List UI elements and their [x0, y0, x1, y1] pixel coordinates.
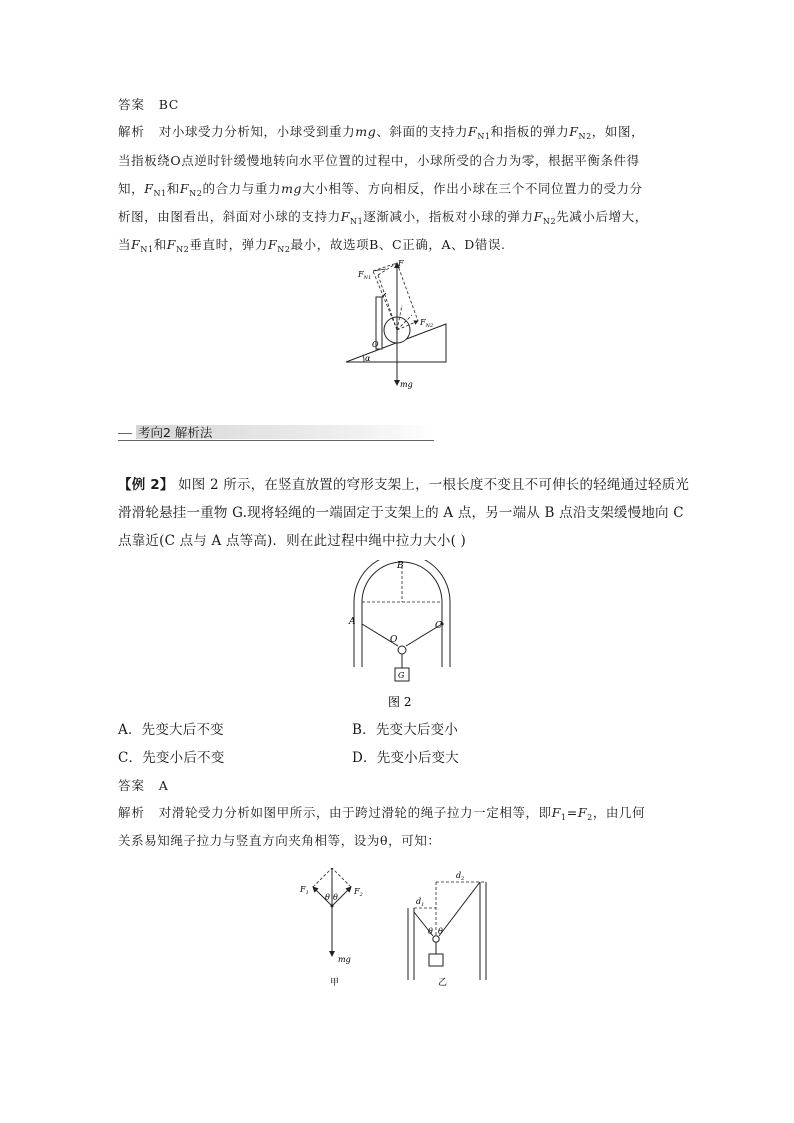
example-2-line-2: 滑滑轮悬挂一重物 G.现将轻绳的一端固定于支架上的 A 点，另一端从 B 点沿支架缓慢地向 C	[118, 505, 684, 521]
text: 的合力与重力	[202, 181, 282, 196]
label-o: O	[390, 635, 398, 645]
text: 先减小后增大，	[556, 209, 648, 224]
figure-caption: 图 2	[388, 695, 412, 709]
answer-label: 答案	[118, 97, 146, 112]
example-2-line-1	[118, 477, 689, 493]
option-a: A．先变大后不变	[118, 722, 224, 738]
text: 对小球受力分析知，小球受到重力	[158, 124, 356, 139]
analysis-label: 解析	[118, 805, 146, 820]
option-d: D．先变小后变大	[352, 750, 459, 766]
section-header	[118, 425, 434, 441]
example-2-line-3: 点靠近(C 点与 A 点等高)．则在此过程中绳中拉力大小( )	[118, 533, 467, 549]
option-b: B．先变大后变小	[352, 722, 459, 738]
analysis-1-line-5: 当$F_{N1}$和$F_{N2}$垂直时，弹力$F_{N2}$最小，故选项B、C正确，A、D错误.	[118, 237, 506, 254]
label-theta-right: θ	[438, 927, 443, 936]
label-g: G	[398, 671, 405, 680]
text: ，如图，	[591, 124, 645, 139]
label-f2: $F_2$	[354, 887, 363, 898]
pulley	[398, 646, 406, 654]
answer-label: 答案	[118, 778, 146, 793]
label-f: F	[398, 259, 404, 268]
analysis-2-line-1: 解析 对滑轮受力分析如图甲所示，由于跨过滑轮的绳子拉力一定相等，即$F_1=F_2$，由几何	[118, 805, 646, 822]
text: 知，	[118, 181, 145, 196]
analysis-1-line-3: 知，$F_{N1}$和$F_{N2}$的合力与重力mg大小相等、方向相反，作出小球在三个不同位置力的受力分	[118, 181, 643, 198]
label-d2: $d_2$	[456, 871, 465, 882]
label-b: B	[397, 561, 404, 571]
text: 对滑轮受力分析如图甲所示，由于跨过滑轮的绳子拉力一定相等，即	[158, 805, 552, 820]
text: 和指板的弹力	[490, 124, 570, 139]
answer-1	[118, 97, 179, 113]
label-alpha: α	[365, 354, 371, 363]
label-c: C	[435, 621, 442, 631]
text: 当	[118, 237, 132, 252]
analysis-2-line-2: 关系易知绳子拉力与竖直方向夹角相等，设为θ，可知：	[118, 833, 441, 848]
label-theta-left: θ	[325, 893, 330, 902]
text: 和	[153, 237, 167, 252]
figure-caption: 乙	[438, 978, 448, 988]
text: 逐渐减小，指板对小球的弹力	[363, 209, 534, 224]
text: 析图，由图看出，斜面对小球的支持力	[118, 209, 341, 224]
analysis-label: 解析	[118, 124, 146, 139]
pulley	[433, 936, 439, 942]
var-mg: mg	[355, 124, 377, 139]
weight	[429, 954, 443, 966]
figure-caption: 甲	[330, 978, 340, 988]
analysis-1-line-1: 解析 对小球受力分析知，小球受到重力mg、斜面的支持力$F_{N1}$和指板的弹力$F_{N2}$，如图，	[118, 124, 645, 141]
label-d1: $d_1$	[416, 897, 425, 908]
text: 、斜面的支持力	[376, 124, 469, 139]
label-a: A	[349, 617, 356, 627]
label-f1: $F_1$	[300, 885, 309, 896]
answer-value: A	[158, 778, 169, 793]
analysis-1-line-4: 析图，由图看出，斜面对小球的支持力$F_{N1}$逐渐减小，指板对小球的弹力$F_{N2}$先减小后增大，	[118, 209, 648, 226]
figure-arch-frame	[342, 560, 462, 710]
example-tag: 【例 2】	[118, 477, 174, 493]
section-title: 考向2 解析法	[138, 425, 213, 440]
analysis-1-line-2: 当指板绕O点逆时针缓慢地转向水平位置的过程中，小球所受的合力为零，根据平衡条件得	[118, 153, 640, 168]
figure-jia	[296, 862, 376, 992]
answer-2	[118, 778, 168, 794]
answer-value: BC	[158, 97, 179, 112]
figure-incline-force-diagram	[340, 255, 460, 395]
label-mg: mg	[400, 380, 413, 389]
text: 如图 2 所示，在竖直放置的穹形支架上，一根长度不变且不可伸长的轻绳通过轻质光	[178, 477, 690, 493]
text: 垂直时，弹力	[189, 237, 268, 252]
text: ，由几何	[592, 805, 646, 820]
option-c: C．先变小后不变	[118, 750, 225, 766]
text: 和	[166, 181, 180, 196]
label-fn2: $F_{N2}$	[420, 318, 434, 329]
label-theta-right: θ	[333, 893, 338, 902]
label-theta-left: θ	[428, 927, 433, 936]
label-mg: mg	[338, 955, 351, 964]
label-fn1: $F_{N1}$	[358, 270, 372, 281]
label-o: O	[372, 340, 379, 349]
text: 最小，故选项B、C正确，A、D错误.	[290, 237, 506, 252]
text: 大小相等、方向相反，作出小球在三个不同位置力的受力分	[302, 181, 643, 196]
figure-yi	[400, 862, 500, 992]
